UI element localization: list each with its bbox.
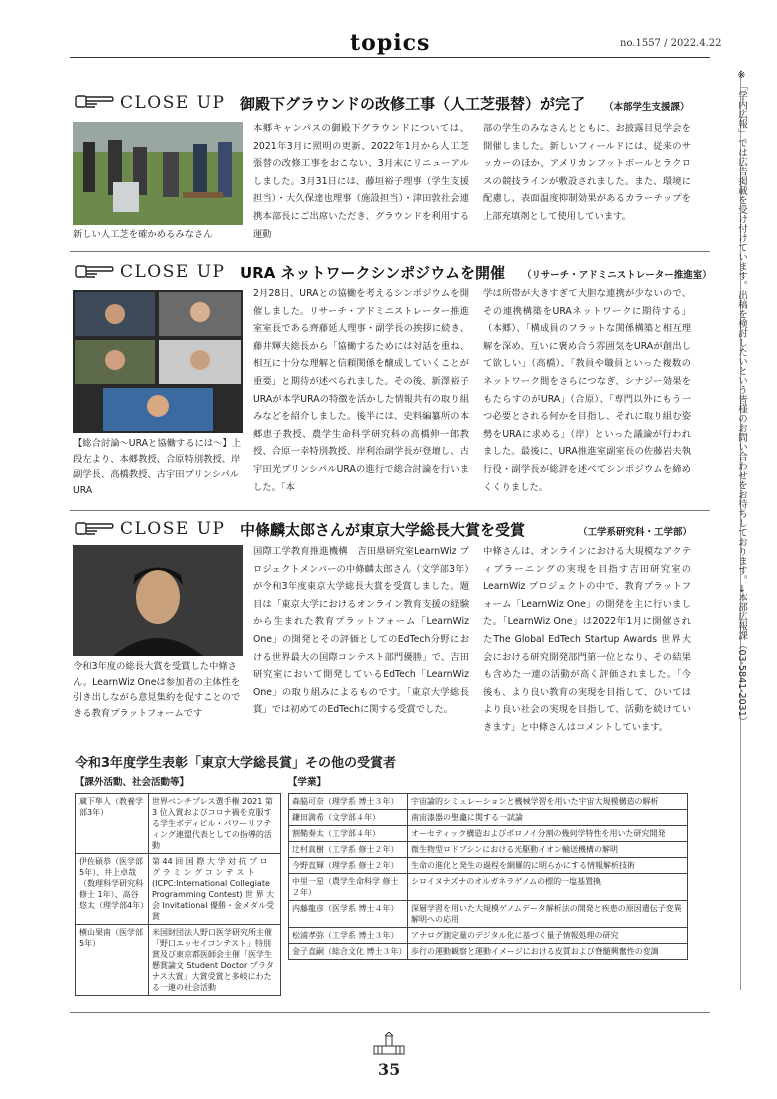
award-recipient: 松浦孝弥（工学系 博士３年） <box>289 928 408 944</box>
award-row <box>289 810 688 826</box>
award-row <box>76 794 281 854</box>
page-number: 35 <box>378 1060 401 1079</box>
page-header-title: topics <box>350 30 431 56</box>
zoom-symposium-photo <box>73 290 243 433</box>
article-column-2: 学は所帯が大きすぎて大胆な連携が少ないので、その連携構築をURAネットワークに期待する」（本郷）、「構成員のフラットな関係構築と相互理解を深め、互いに褒め合う雰囲気をURAが創出して欲しい」（高橋）、「教員や職員といった複数のネットワーク間をさらにつなぎ、シナジー効果をもたらすのがURA」（合原）、「専門以外にもう一つ必要とされる何かを目指し、それに取り組む姿勢をURAに求める」（岸）といった議論が行われました。最後に、URA推進室副室長の佐藤岩夫執行役・副学長が総評を述べてシンポジウムを締めくくりました。 <box>483 288 691 493</box>
awards-title: 令和3年度学生表彰「東京大学総長賞」その他の受賞者 <box>75 756 397 771</box>
award-achievement: 生命の進化と発生の過程を網羅的に明らかにする情報解析技術 <box>408 858 688 874</box>
article-dept: （リサーチ・アドミニストレーター推進室） <box>522 270 712 281</box>
article-column-1: 国際工学教育推進機構 吉田塁研究室LearnWiz プロジェクトメンバーの中條麟太郎さん（文学部3年）が令和3年度東京大学総長大賞を受賞しました。題目は「東京大学におけるオンライン教育支援の経験から生まれた教育プラットフォーム「LearnWiz One」の開発とその評価としてのEdTech分野における世界最大の国際コンテスト部門優勝」で、吉田研究室において開発しているEdTech「LearnWiz One」の取り組みによるものです。「東京大学総長賞」では初めてのEdTechに関する受賞でした。 <box>253 546 469 716</box>
award-achievement: シロイヌナズナのオルガネラゲノムの標的一塩基置換 <box>408 874 688 901</box>
award-row <box>289 874 688 901</box>
award-achievement: 微生物型ロドプシンにおける光駆動イオン輸送機構の解明 <box>408 842 688 858</box>
award-row <box>289 901 688 928</box>
award-row <box>289 794 688 810</box>
award-recipient: 中里一星（農学生命科学 修士２年） <box>289 874 408 901</box>
award-row <box>289 858 688 874</box>
award-achievement: アナログ測定量のデジタル化に基づく量子情報処理の研究 <box>408 928 688 944</box>
pointing-hand-icon <box>75 92 115 110</box>
awards-left-heading: 【課外活動、社会活動等】 <box>75 777 190 788</box>
award-achievement: オーセティック構造およびボロノイ分割の幾何学特性を用いた研究開発 <box>408 826 688 842</box>
header-rule <box>70 57 710 58</box>
closeup-label: CLOSE UP <box>120 519 226 539</box>
ad-notice: ※「学内広報」では広告掲載を受け付けています。出稿を検討したいという皆様のお問い合わせをお待ちしております。→本部広報課（03-5841-2031） <box>736 70 747 727</box>
award-recipient: 蔵下隼人（教養学部3年） <box>76 794 149 854</box>
section-divider <box>70 251 710 252</box>
article-title: URA ネットワークシンポジウムを開催 <box>240 264 506 282</box>
article-column-2: 中條さんは、オンラインにおける大規模なアクティブラーニングの実現を目指す吉田研究室の LearnWiz プロジェクトの中で、教育プラットフォーム「LearnWiz One」の開発を主に行いました。「LearnWiz One」は2022年1月に開催されたThe Global EdTech Startup Awards 世界大会における研究開発部門第一位となり、その結果も含めた一連の活動が高く評価されました。「今後も、より良い教育の実現を目指して、ひいてはより良い社会の実現を目指して、活動を続けていきます」と中條さんはコメントしています。 <box>483 546 691 733</box>
grass-field-photo <box>73 122 243 225</box>
footer-rule <box>70 1012 710 1013</box>
award-recipient: 割鞘奏太（工学部４年） <box>289 826 408 842</box>
award-recipient: 鎌田満希（文学部４年） <box>289 810 408 826</box>
award-recipient: 内藤龍彦（医学系 博士４年） <box>289 901 408 928</box>
article-title: 御殿下グラウンドの改修工事（人工芝張替）が完了 <box>240 95 586 113</box>
award-row <box>289 842 688 858</box>
article-title: 中條麟太郎さんが東京大学総長大賞を受賞 <box>240 521 526 539</box>
pointing-hand-icon <box>75 262 115 280</box>
article-column-1: 本郷キャンパスの御殿下グラウンドについては、2021年3月に照明の更新、2022年1月から人工芝張替の改修工事をおこない、3月末にリニューアルしました。3月31日には、藤垣裕子理事（学生支援担当）・大久保達也理事（施設担当）・津田敦社会連携本部長にご出席いただき、グラウンドを利用する運動 <box>253 123 469 240</box>
article-dept: （本部学生支援課） <box>604 102 690 113</box>
photo-caption: 【総合討論〜URAと協働するには〜】上段左より、本郷教授、合原特別教授、岸副学長、高橋教授、古宇田プリンシパルURA <box>73 438 241 496</box>
section-divider <box>70 510 710 511</box>
award-recipient: 伊佐碩恭（医学部 5年）、井上卓哉（数理科学研究科修士 1年）、高谷悠太（理学部4年） <box>76 854 149 925</box>
award-row <box>289 928 688 944</box>
photo-caption: 新しい人工芝を確かめるみなさん <box>73 229 213 240</box>
portrait-photo <box>73 545 243 656</box>
award-row <box>76 925 281 996</box>
closeup-marker <box>75 92 115 114</box>
building-icon <box>372 1032 406 1060</box>
award-achievement: 深層学習を用いた大規模ゲノムデータ解析法の開発と疾患の原因遺伝子変異解明への応用 <box>408 901 688 928</box>
closeup-marker <box>75 519 115 541</box>
award-achievement: 南宙漆器の聖龕に関する一試論 <box>408 810 688 826</box>
awards-right-heading: 【学業】 <box>288 777 327 788</box>
award-row <box>289 944 688 960</box>
award-achievement: 米国財団法人野口医学研究所主催「野口エッセイコンテスト」特別賞及び東京都医師会主催「医学生懸賞論文 Student Doctor プラタナス大賞」大賞受賞と多岐にわたる一連の社会活動 <box>149 925 281 996</box>
closeup-label: CLOSE UP <box>120 93 226 113</box>
photo-caption: 令和3年度の総長大賞を受賞した中條さん。LearnWiz Oneは参加者の主体性を引き出しながら意見集約を促すことのできる教育プラットフォームです <box>73 661 241 719</box>
award-recipient: 横山果南（医学部 5年） <box>76 925 149 996</box>
award-achievement: 歩行の運動観察と運動イメージにおける皮質および脊髄興奮性の変調 <box>408 944 688 960</box>
photo-illustration <box>73 545 243 656</box>
photo-illustration <box>73 122 243 225</box>
photo-illustration <box>73 290 243 433</box>
awards-left-table <box>75 793 281 996</box>
pointing-hand-icon <box>75 519 115 537</box>
award-row <box>289 826 688 842</box>
award-achievement: 世界ベンチプレス選手権 2021 第 3 位入賞およびコロナ禍を克服する学生ボディビル・パワーリフティング連盟代表としての指導的活動 <box>149 794 281 854</box>
award-recipient: 森脇可奈（理学系 博士３年） <box>289 794 408 810</box>
award-achievement: 第 44 回 国 際 大 学 対 抗 プ ロ グ ラ ミ ン グ コ ン テ ス ト (ICPC:International Collegiate Programming Contest) 世 界 大 会 Invitational 優勝・金メダル受賞 <box>149 854 281 925</box>
award-row <box>76 854 281 925</box>
closeup-label: CLOSE UP <box>120 262 226 282</box>
award-recipient: 金子直嗣（総合文化 博士３年） <box>289 944 408 960</box>
award-recipient: 辻村真樹（工学系 修士２年） <box>289 842 408 858</box>
article-column-2: 部の学生のみなさんとともに、お披露目見学会を開催しました。新しいフィールドには、従来のサッカーのほか、アメリカンフットボールとラクロスの競技ラインが敷設されました。また、環境に配慮し、表面温度抑制効果があるカラーチップを上部充填剤として使用しています。 <box>483 123 691 222</box>
article-dept: （工学系研究科・工学部） <box>578 527 693 538</box>
issue-number: no.1557 / 2022.4.22 <box>620 38 722 49</box>
article-column-1: 2月28日、URAとの協働を考えるシンポジウムを開催しました。リサーチ・アドミニストレーター推進室室長である齊藤延人理事・副学長の挨拶に続き、藤井輝夫総長から「協働するためには対話を重ね、相互に十分な理解と信頼関係を醸成していくことが重要」と期待が述べられました。その後、新澤裕子URAが本学URAの特徴を活かした情報共有の取り組みなどを紹介しました。後半には、史料編纂所の本郷恵子教授、農学生命科学研究科の高橋伸一郎教授、合原一幸特別教授、岸利治副学長が登壇し、古宇田光プリンシパルURAの進行で総合討論を行いました。「本 <box>253 288 469 493</box>
awards-right-table <box>288 793 688 960</box>
closeup-marker <box>75 262 115 284</box>
award-achievement: 宇宙論的シミュレーションと機械学習を用いた宇宙大規模構造の解析 <box>408 794 688 810</box>
award-recipient: 今野直輝（理学系 修士２年） <box>289 858 408 874</box>
